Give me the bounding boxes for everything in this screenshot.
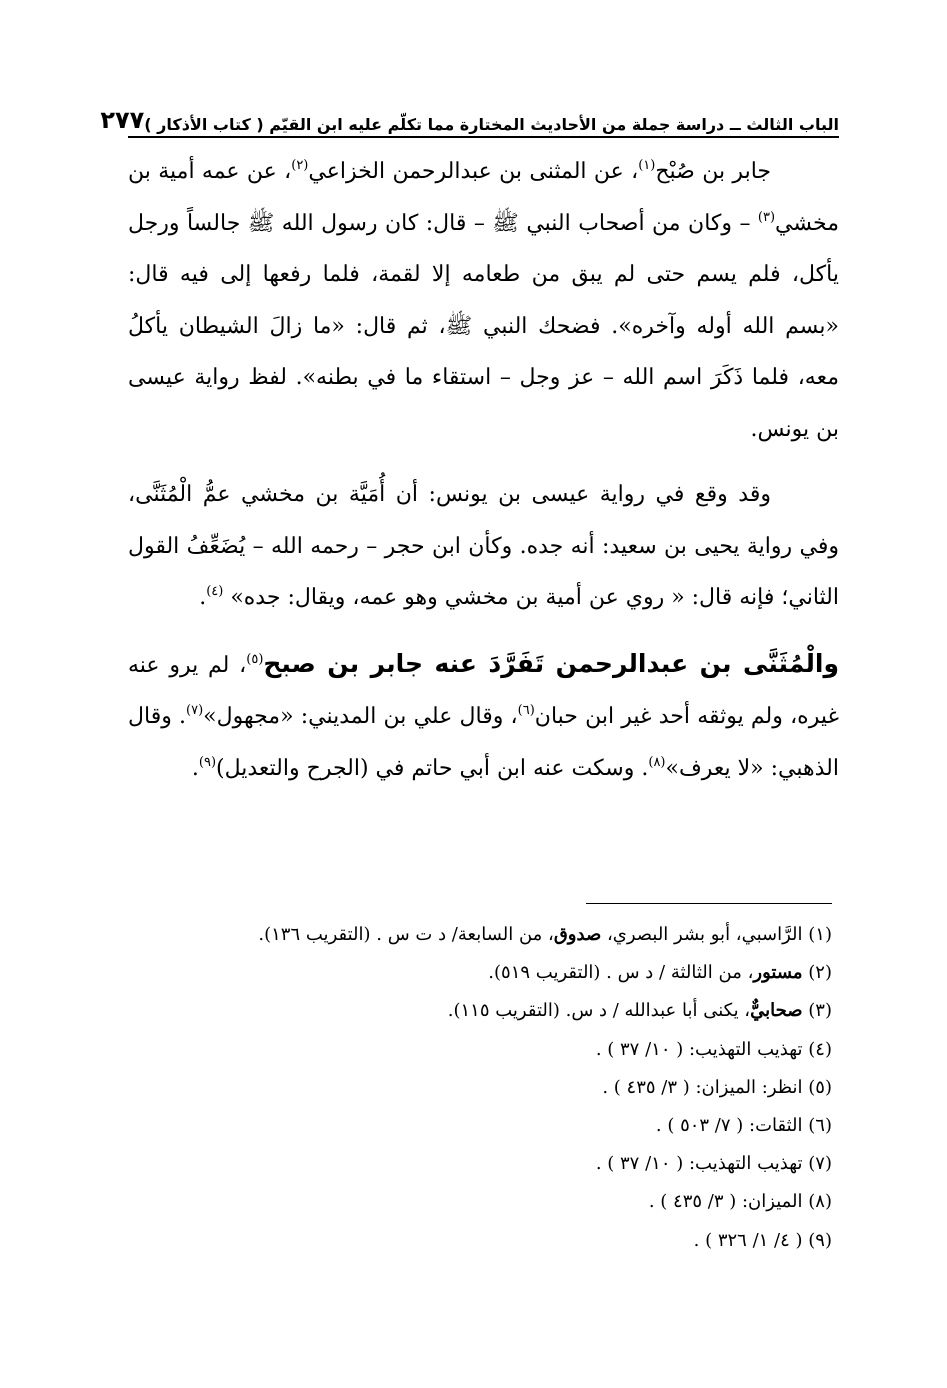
footnote-marker-3: (٣) xyxy=(757,209,776,225)
footnote-9 xyxy=(128,1222,832,1260)
footnote-text: ، يكنى أبا عبدالله / د س. (التقريب ١١٥). xyxy=(447,1000,751,1022)
footnote-5 xyxy=(128,1069,832,1107)
footnote-marker-1: (١) xyxy=(638,158,656,173)
text-run: وقد وقع في رواية عيسى بن يونس: أن أُمَيَّة بن مخشي عمُّ الْمُثَنَّى، وفي رواية يحيى بن سعيد: أنه جده. وكأن ابن حجر – رحمه الله – يُضَعِّفُ القول الثاني؛ فإنه قال: « روي عن أمية بن مخشي وهو عمه، ويقال: جده» xyxy=(128,482,839,610)
footnotes xyxy=(128,916,832,1260)
footnote-number: (٤) xyxy=(808,1038,832,1060)
footnote-4 xyxy=(128,1031,832,1069)
footnote-number: (٦) xyxy=(808,1115,832,1137)
text-run: . xyxy=(191,755,199,781)
footnote-text: الثقات: ( ٧/ ٥٠٣ ) . xyxy=(655,1115,809,1137)
footnote-text: ، من الثالثة / د س . (التقريب ٥١٩). xyxy=(488,962,754,984)
footnote-marker-2: (٢) xyxy=(291,158,309,173)
footnote-text: ( ٤/ ١/ ٣٢٦ ) . xyxy=(693,1229,809,1251)
footnote-number: (٣) xyxy=(808,1000,832,1022)
footnote-2 xyxy=(128,954,832,992)
text-run: – وكان من أصحاب النبي ﷺ – قال: كان رسول الله ﷺ جالساً ورجل يأكل، فلم يسم حتى لم يبق من طعامه إلا لقمة، فلما رفعها إلى فيه قال: «بسم الله أوله وآخره». فضحك النبي ﷺ، ثم قال: «ما زالَ الشيطان يأكلُ معه، فلما ذَكَرَ اسم الله – عز وجل – استقاء ما في بطنه». لفظ رواية عيسى بن يونس. xyxy=(128,210,839,442)
text-run: جابر بن صُبْح xyxy=(655,159,772,184)
text-run: ، وقال علي بن المديني: «مجهول» xyxy=(203,704,518,729)
chapter-title: الباب الثالث ــ دراسة جملة من الأحاديث المختارة مما تكلّم عليه ابن القيّم ( كتاب الأذكار ) xyxy=(144,115,839,134)
footnote-marker-6: (٦) xyxy=(517,703,535,718)
paragraph-2 xyxy=(128,469,839,624)
footnote-marker-5: (٥) xyxy=(246,651,264,667)
footnote-marker-4: (٤) xyxy=(206,584,224,599)
footnote-marker-7: (٧) xyxy=(186,703,204,718)
footnote-7 xyxy=(128,1145,832,1183)
footnote-text: ، من السابعة/ د ت س . (التقريب ١٣٦). xyxy=(258,924,554,945)
main-text xyxy=(128,146,839,794)
footnote-grade: صحابيٌّ xyxy=(750,1000,803,1022)
text-run: . وقال الذهبي: «لا يعرف» xyxy=(128,704,839,781)
paragraph-1 xyxy=(128,146,839,455)
footnote-marker-9: (٩) xyxy=(198,754,217,770)
running-header xyxy=(100,104,839,134)
footnote-number: (٢) xyxy=(808,962,832,984)
text-run: . xyxy=(199,585,207,610)
footnote-grade: مستور xyxy=(753,962,803,984)
footnote-grade: صدوق xyxy=(553,924,602,945)
paragraph-3 xyxy=(128,638,839,795)
text-run: ، لم يرو عنه غيره، ولم يوثقه أحد غير ابن حبان xyxy=(128,652,839,729)
footnote-8 xyxy=(128,1183,832,1221)
footnote-number: (٨) xyxy=(808,1191,832,1213)
footnote-marker-8: (٨) xyxy=(648,754,666,770)
footnote-3 xyxy=(128,992,832,1030)
footnote-number: (٧) xyxy=(808,1153,832,1175)
footnote-divider xyxy=(586,903,832,904)
page-number: ٢٧٧ xyxy=(100,106,145,134)
footnote-number: (٩) xyxy=(808,1229,832,1251)
text-run: ، عن المثنى بن عبدالرحمن الخزاعي xyxy=(308,159,639,184)
footnote-1 xyxy=(128,916,832,954)
footnote-text: تهذيب التهذيب: ( ١٠/ ٣٧ ) . xyxy=(595,1153,809,1175)
footnote-text: الرَّاسبي، أبو بشر البصري، xyxy=(601,924,809,945)
bold-lead-phrase: والْمُثَنَّى بن عبدالرحمن تَفَرَّدَ عنه جابر بن صبح xyxy=(263,648,840,678)
text-run: . وسكت عنه ابن أبي حاتم في (الجرح والتعديل) xyxy=(216,755,649,781)
header-divider xyxy=(128,136,839,138)
footnote-6 xyxy=(128,1107,832,1145)
footnote-number: (٥) xyxy=(808,1076,832,1098)
footnote-number: (١) xyxy=(808,924,832,945)
footnote-text: الميزان: ( ٣/ ٤٣٥ ) . xyxy=(648,1191,809,1213)
text-run: ، عن عمه أمية بن مخشي xyxy=(128,159,839,236)
footnote-text: انظر: الميزان: ( ٣/ ٤٣٥ ) . xyxy=(602,1076,809,1098)
footnote-text: تهذيب التهذيب: ( ١٠/ ٣٧ ) . xyxy=(595,1038,809,1060)
